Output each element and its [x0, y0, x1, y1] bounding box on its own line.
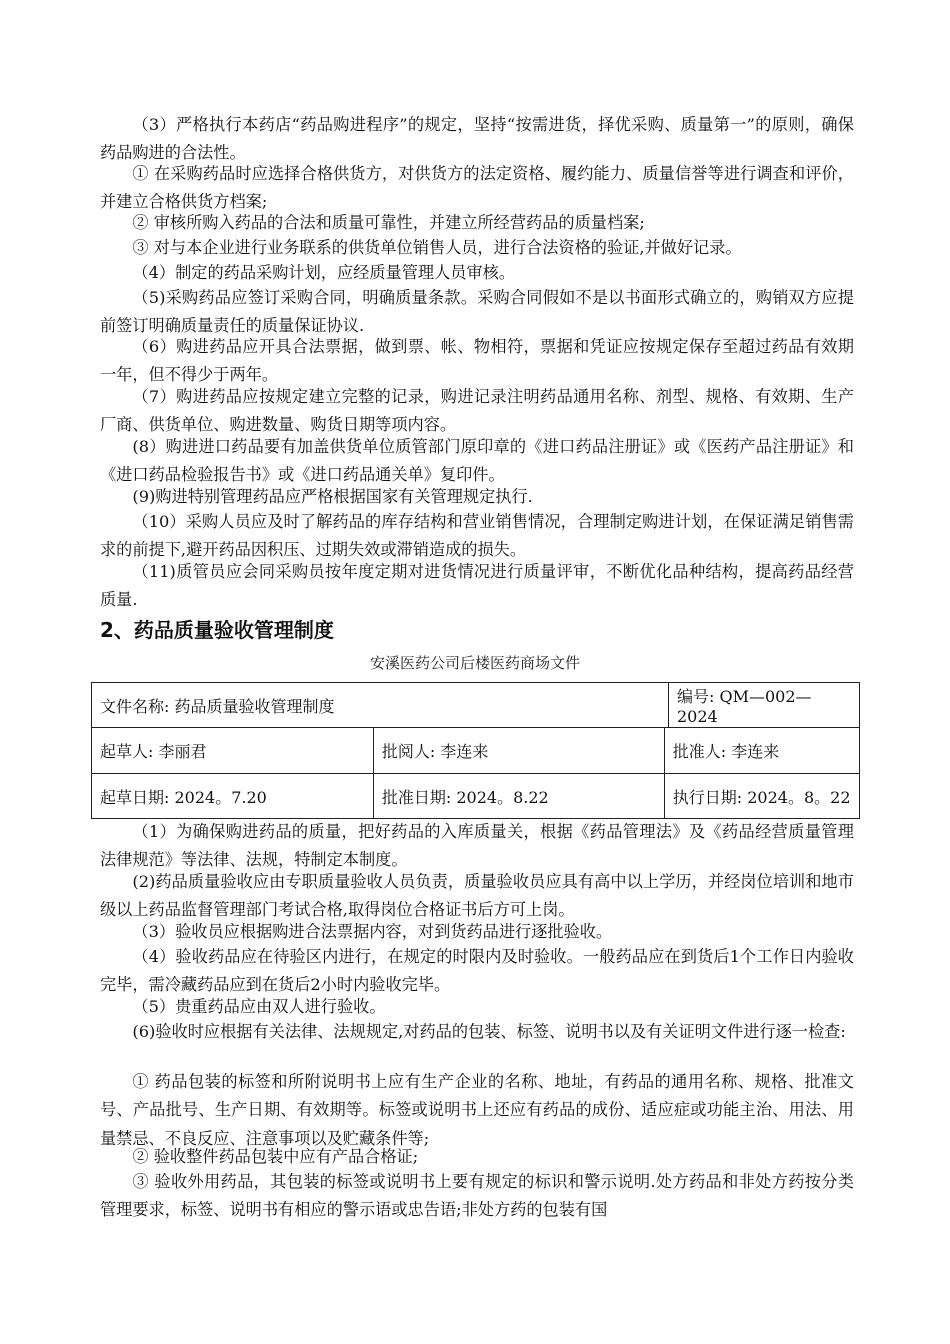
paragraph: （5)采购药品应签订采购合同，明确质量条款。采购合同假如不是以书面形式确立的，购销双方应提前签订明确质量责任的质量保证协议. — [100, 288, 854, 336]
paragraph: （3）验收员应根据购进合法票据内容，对到货药品进行逐批验收。 — [132, 922, 613, 941]
reviewer-cell: 批阅人: 李连来 — [373, 728, 664, 774]
paragraph: （4）制定的药品采购计划，应经质量管理人员审核。 — [132, 263, 516, 282]
paragraph: ① 药品包装的标签和所附说明书上应有生产企业的名称、地址，有药品的通用名称、规格、批准文号、产品批号、生产日期、有效期等。标签或说明书上还应有药品的成份、适应症或功能主治、用法、用量禁忌、不良反应、注意事项以及贮藏条件等; — [100, 1072, 854, 1148]
paragraph: ③ 对与本企业进行业务联系的供货单位销售人员，进行合法资格的验证,并做好记录。 — [132, 238, 742, 257]
paragraph: ② 审核所购入药品的合法和质量可靠性，并建立所经营药品的质量档案; — [132, 213, 645, 232]
paragraph: （5）贵重药品应由双人进行验收。 — [132, 997, 386, 1016]
paragraph: （7）购进药品应按规定建立完整的记录，购进记录注明药品通用名称、剂型、规格、有效期、生产厂商、供货单位、购进数量、购货日期等项内容。 — [100, 387, 854, 435]
paragraph: （11)质管员应会同采购员按年度定期对进货情况进行质量评审，不断优化品种结构，提高药品经营质量. — [100, 562, 854, 610]
paragraph: （3）严格执行本药店“药品购进程序”的规定，坚持“按需进货，择优采购、质量第一”的原则，确保药品购进的合法性。 — [100, 115, 854, 163]
section-heading: 2、药品质量验收管理制度 — [100, 618, 334, 642]
paragraph: （6）购进药品应开具合法票据，做到票、帐、物相符，票据和凭证应按规定保存至超过药品有效期一年，但不得少于两年。 — [100, 337, 854, 385]
paragraph: (9)购进特别管理药品应严格根据国家有关管理规定执行. — [132, 487, 533, 506]
drafter-cell: 起草人: 李丽君 — [92, 728, 374, 774]
paragraph: ② 验收整件药品包装中应有产品合格证; — [132, 1147, 419, 1166]
document-info-table — [91, 682, 860, 819]
paragraph: （1）为确保购进药品的质量，把好药品的入库质量关，根据《药品管理法》及《药品经营质量管理法律规范》等法律、法规，特制定本制度。 — [100, 822, 854, 870]
code-cell: 编号: QM—002—2024 — [669, 683, 860, 728]
paragraph: (6)验收时应根据有关法律、法规规定,对药品的包装、标签、说明书以及有关证明文件进行逐一检查: — [132, 1022, 846, 1041]
draft-date-cell: 起草日期: 2024。7.20 — [92, 774, 374, 819]
paragraph: （4）验收药品应在待验区内进行，在规定的时限内及时验收。一般药品应在到货后1个工作日内验收完毕，需冷藏药品应到在货后2小时内验收完毕。 — [100, 947, 854, 995]
approve-date-cell: 批准日期: 2024。8.22 — [373, 774, 664, 819]
document-subtitle: 安溪医药公司后楼医药商场文件 — [369, 654, 580, 672]
file-name-cell: 文件名称: 药品质量验收管理制度 — [92, 683, 669, 728]
exec-date-cell: 执行日期: 2024。8。22 — [664, 774, 859, 819]
paragraph: ③ 验收外用药品，其包装的标签或说明书上要有规定的标识和警示说明.处方药品和非处方药按分类管理要求，标签、说明书有相应的警示语或忠告语;非处方药的包装有国 — [100, 1172, 854, 1220]
paragraph: （10）采购人员应及时了解药品的库存结构和营业销售情况，合理制定购进计划，在保证满足销售需求的前提下,避开药品因积压、过期失效或滞销造成的损失。 — [100, 512, 854, 560]
paragraph: (2)药品质量验收应由专职质量验收人员负责，质量验收员应具有高中以上学历，并经岗位培训和地市级以上药品监督管理部门考试合格,取得岗位合格证书后方可上岗。 — [100, 872, 854, 920]
approver-cell: 批准人: 李连来 — [664, 728, 859, 774]
paragraph: (8）购进进口药品要有加盖供货单位质管部门原印章的《进口药品注册证》或《医药产品注册证》和《进口药品检验报告书》或《进口药品通关单》复印件。 — [100, 437, 854, 485]
paragraph: ① 在采购药品时应选择合格供货方，对供货方的法定资格、履约能力、质量信誉等进行调查和评价，并建立合格供货方档案; — [100, 164, 854, 212]
